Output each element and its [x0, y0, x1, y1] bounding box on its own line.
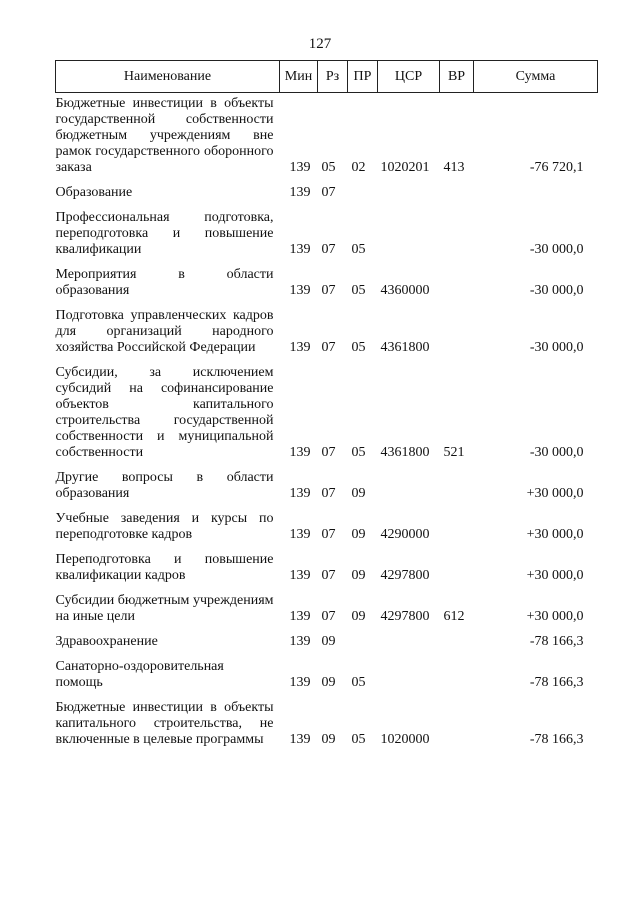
- cell-sum: -78 166,3: [529, 634, 584, 649]
- cell-min: 139: [289, 609, 311, 624]
- cell-pr: 09: [351, 609, 366, 624]
- cell-name: Санаторно-оздоровительная помощь: [55, 659, 224, 690]
- cell-name: Бюджетные инвестиции в объекты государственной собственности бюджетным учреждениям вне рамок государственного оборонного заказа: [55, 96, 274, 175]
- table-row: [56, 543, 598, 584]
- cell-min: 139: [289, 527, 311, 542]
- cell-sum: +30 000,0: [526, 609, 584, 624]
- cell-csr: [378, 176, 440, 201]
- cell-sum: -30 000,0: [529, 242, 584, 257]
- table-row: [56, 650, 598, 691]
- cell-pr: [348, 625, 378, 650]
- cell-csr: 4297800: [380, 609, 430, 624]
- cell-sum: -30 000,0: [529, 340, 584, 355]
- cell-min: 139: [289, 634, 311, 649]
- table-row: [56, 584, 598, 625]
- cell-vr: [440, 502, 474, 543]
- cell-min: 139: [289, 160, 311, 175]
- table-row: [56, 625, 598, 650]
- cell-pr: 05: [351, 340, 366, 355]
- table-row: [56, 461, 598, 502]
- cell-csr: 4361800: [380, 340, 430, 355]
- cell-name: Субсидии, за исключением субсидий на софинансирование объектов капитального строительства государственной собственности и муниципальной собственности: [55, 365, 274, 460]
- cell-csr: 4361800: [380, 445, 430, 460]
- header-sum: Сумма: [474, 61, 598, 93]
- cell-vr: [440, 299, 474, 356]
- cell-csr: 1020201: [380, 160, 430, 175]
- table-row: [56, 356, 598, 461]
- cell-vr: [440, 625, 474, 650]
- table-row: [56, 299, 598, 356]
- cell-name: Учебные заведения и курсы по переподготовке кадров: [55, 511, 274, 542]
- cell-name: Мероприятия в области образования: [55, 267, 274, 298]
- cell-rz: 07: [321, 486, 336, 501]
- table-row: [56, 502, 598, 543]
- cell-rz: 07: [321, 527, 336, 542]
- cell-rz: 07: [321, 568, 336, 583]
- cell-rz: 07: [321, 340, 336, 355]
- cell-pr: 09: [351, 486, 366, 501]
- header-csr: ЦСР: [378, 61, 440, 93]
- cell-vr: 521: [443, 445, 465, 460]
- header-pr: ПР: [348, 61, 378, 93]
- cell-vr: [440, 258, 474, 299]
- cell-rz: 07: [321, 185, 336, 200]
- cell-sum: +30 000,0: [526, 486, 584, 501]
- cell-rz: 07: [321, 242, 336, 257]
- cell-name: Образование: [55, 185, 133, 200]
- cell-vr: [440, 176, 474, 201]
- table-row: [56, 691, 598, 748]
- table-row: [56, 258, 598, 299]
- cell-sum: -76 720,1: [529, 160, 584, 175]
- cell-rz: 09: [321, 634, 336, 649]
- cell-vr: [440, 461, 474, 502]
- table-body: [56, 93, 598, 749]
- header-min: Мин: [280, 61, 318, 93]
- cell-vr: [440, 650, 474, 691]
- header-vr: ВР: [440, 61, 474, 93]
- cell-rz: 05: [321, 160, 336, 175]
- cell-pr: 09: [351, 527, 366, 542]
- cell-pr: 05: [351, 283, 366, 298]
- cell-min: 139: [289, 445, 311, 460]
- cell-csr: 4297800: [380, 568, 430, 583]
- cell-pr: 05: [351, 445, 366, 460]
- cell-min: 139: [289, 732, 311, 747]
- cell-vr: 413: [443, 160, 465, 175]
- page-number: 127: [308, 36, 332, 52]
- table-row: [56, 201, 598, 258]
- cell-vr: 612: [443, 609, 465, 624]
- cell-min: 139: [289, 283, 311, 298]
- cell-vr: [440, 201, 474, 258]
- cell-sum: +30 000,0: [526, 568, 584, 583]
- header-name: Наименование: [56, 61, 280, 93]
- cell-name: Бюджетные инвестиции в объекты капитального строительства, не включенные в целевые программы: [55, 700, 274, 747]
- cell-pr: 05: [351, 242, 366, 257]
- cell-csr: [378, 625, 440, 650]
- cell-name: Подготовка управленческих кадров для организаций народного хозяйства Российской Федерации: [55, 308, 274, 355]
- cell-min: 139: [289, 185, 311, 200]
- cell-sum: +30 000,0: [526, 527, 584, 542]
- header-rz: Рз: [318, 61, 348, 93]
- cell-csr: [378, 201, 440, 258]
- cell-rz: 09: [321, 675, 336, 690]
- budget-table: [55, 60, 598, 748]
- cell-min: 139: [289, 242, 311, 257]
- cell-pr: 05: [351, 732, 366, 747]
- cell-sum: -30 000,0: [529, 445, 584, 460]
- cell-pr: [348, 176, 378, 201]
- cell-rz: 07: [321, 445, 336, 460]
- cell-vr: [440, 691, 474, 748]
- cell-csr: [378, 650, 440, 691]
- cell-min: 139: [289, 675, 311, 690]
- cell-pr: 02: [351, 160, 366, 175]
- cell-min: 139: [289, 486, 311, 501]
- cell-sum: -78 166,3: [529, 732, 584, 747]
- cell-pr: 05: [351, 675, 366, 690]
- cell-rz: 09: [321, 732, 336, 747]
- cell-name: Здравоохранение: [55, 634, 158, 649]
- table-row: [56, 93, 598, 177]
- table-header-row: [56, 61, 598, 93]
- cell-csr: 4290000: [380, 527, 430, 542]
- cell-name: Субсидии бюджетным учреждениям на иные цели: [55, 593, 274, 624]
- cell-name: Другие вопросы в области образования: [55, 470, 274, 501]
- cell-csr: 1020000: [380, 732, 430, 747]
- table-row: [56, 176, 598, 201]
- cell-pr: 09: [351, 568, 366, 583]
- cell-csr: 4360000: [380, 283, 430, 298]
- cell-csr: [378, 461, 440, 502]
- cell-rz: 07: [321, 283, 336, 298]
- cell-rz: 07: [321, 609, 336, 624]
- cell-name: Профессиональная подготовка, переподготовка и повышение квалификации: [55, 210, 274, 257]
- cell-vr: [440, 543, 474, 584]
- cell-sum: [474, 176, 598, 201]
- cell-sum: -30 000,0: [529, 283, 584, 298]
- cell-min: 139: [289, 340, 311, 355]
- cell-sum: -78 166,3: [529, 675, 584, 690]
- cell-min: 139: [289, 568, 311, 583]
- cell-name: Переподготовка и повышение квалификации кадров: [55, 552, 274, 583]
